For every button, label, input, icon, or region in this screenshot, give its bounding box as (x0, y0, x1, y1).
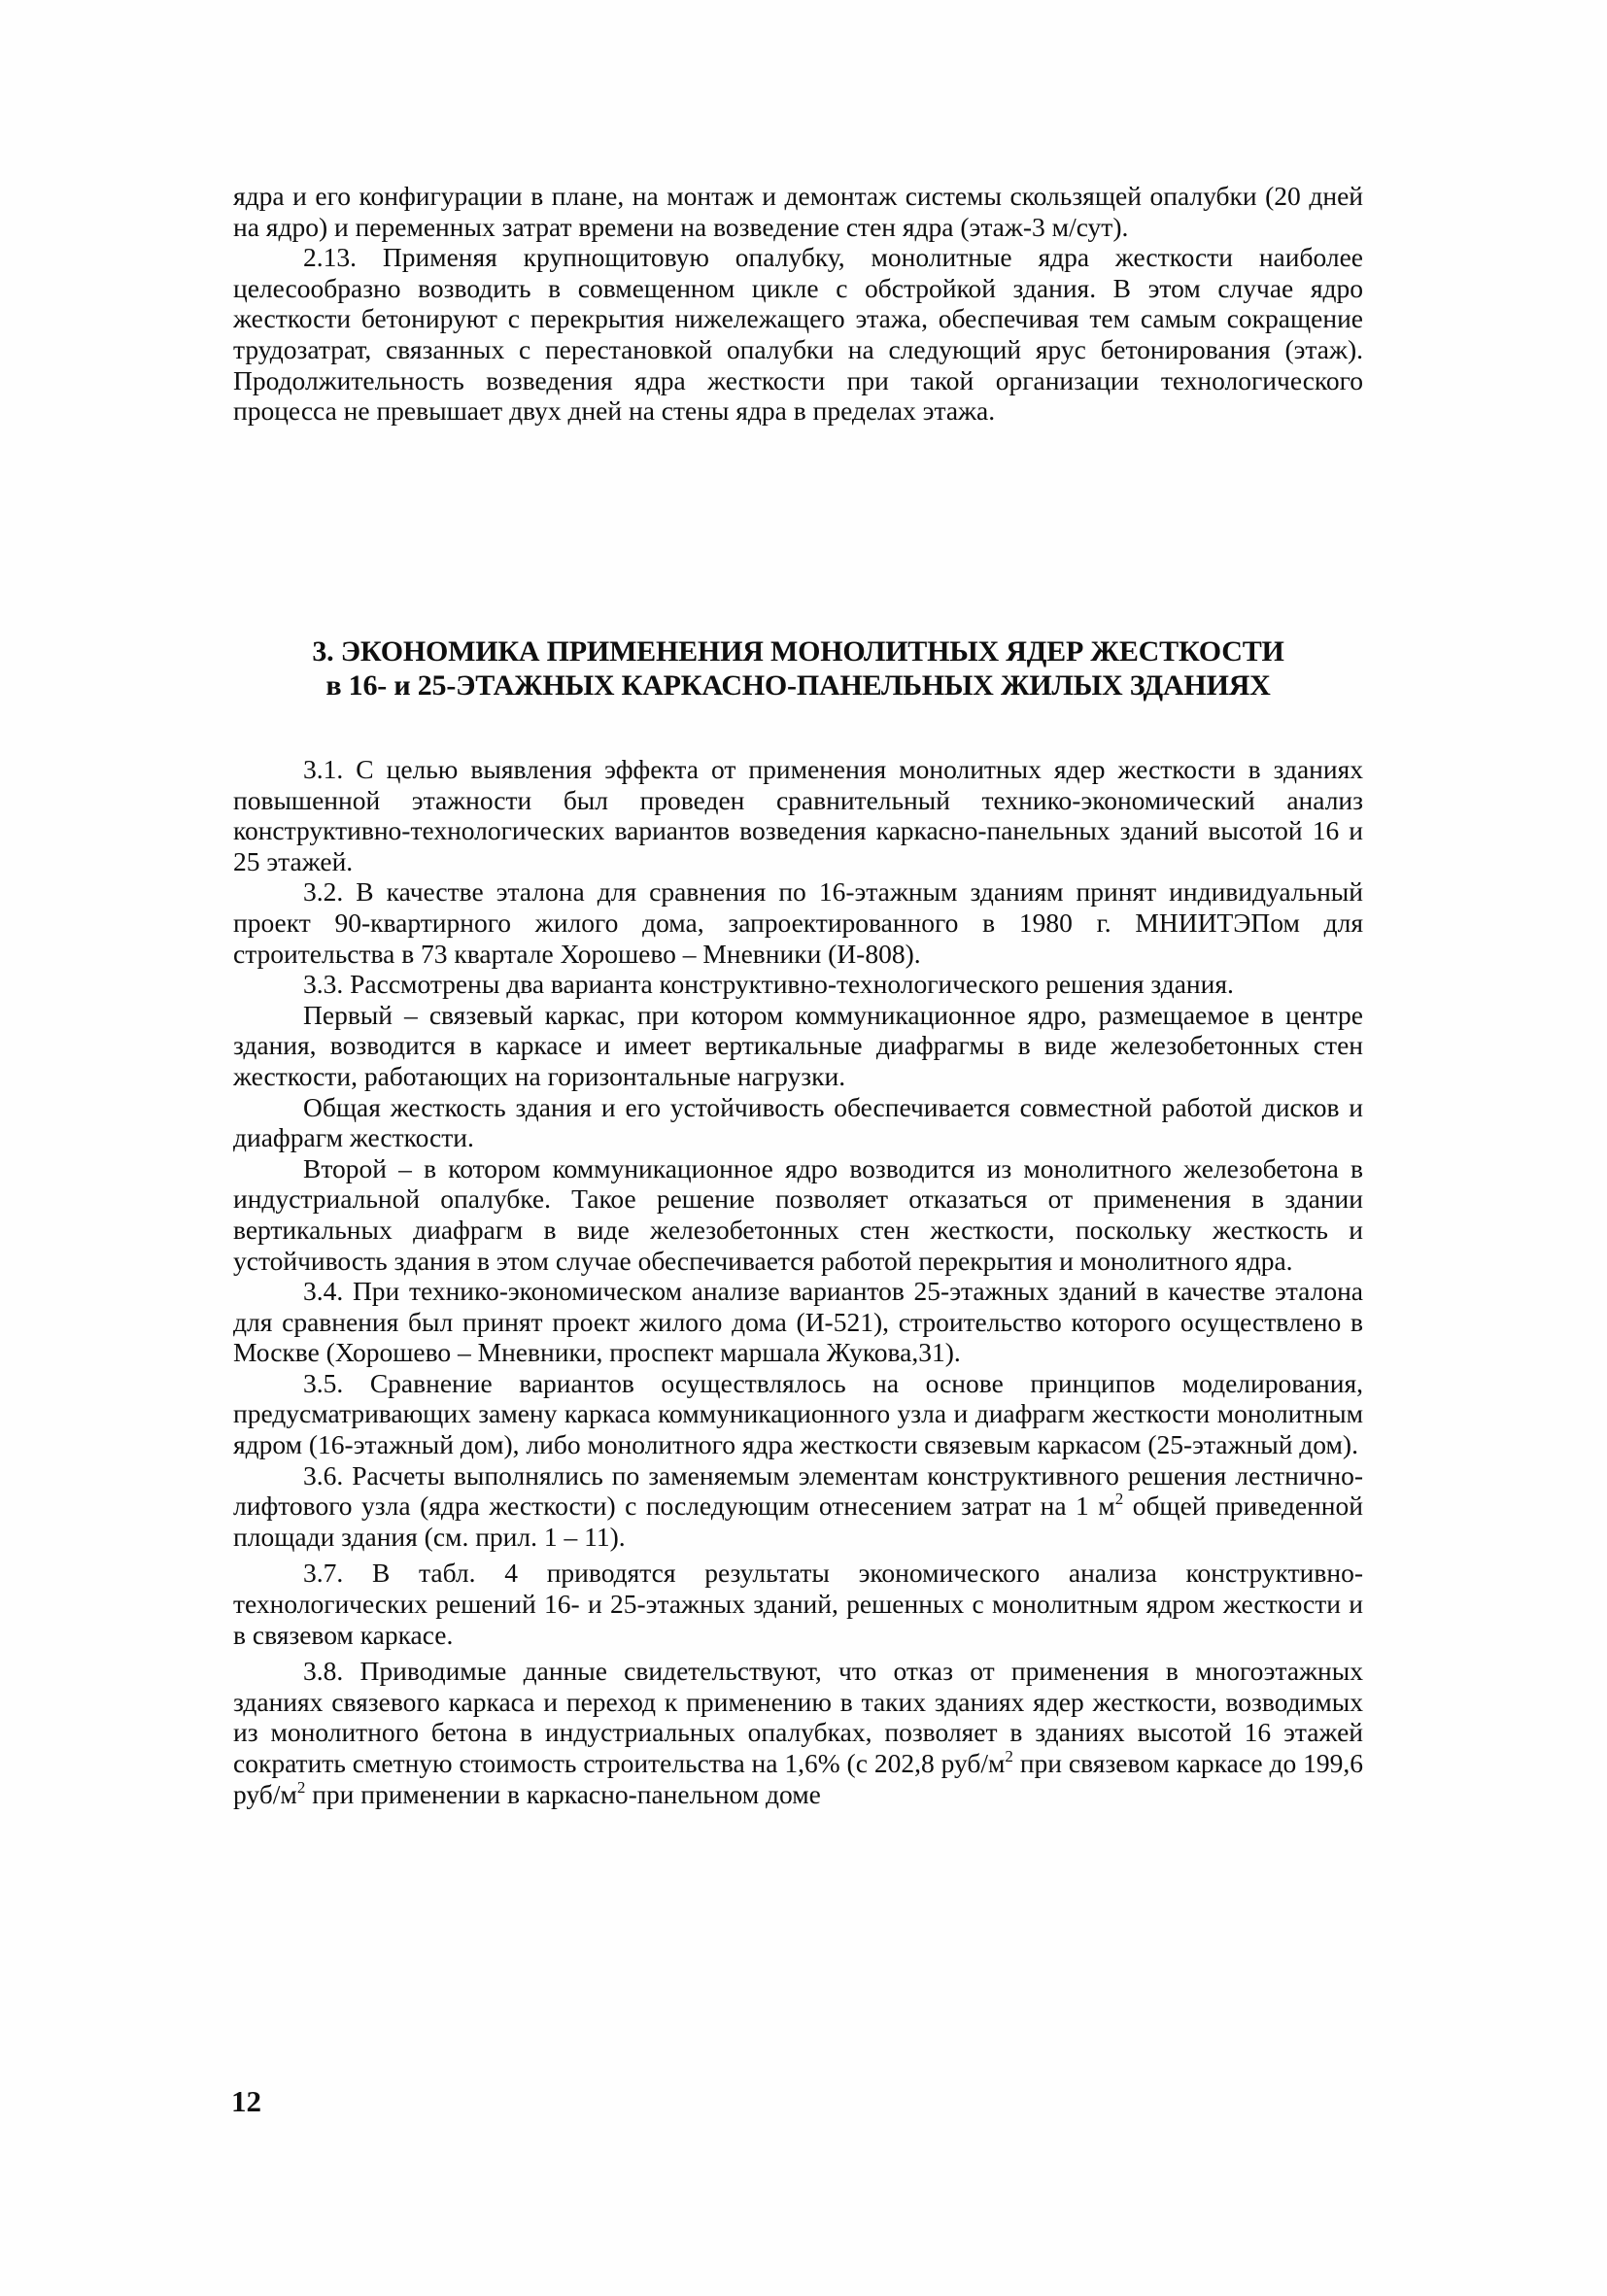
paragraph-3-8-text-end: при применении в каркасно-панельном доме (305, 1778, 821, 1809)
paragraph-3-8 (233, 1656, 1363, 1809)
section-heading (233, 634, 1363, 703)
paragraph-3-4: 3.4. При технико-экономическом анализе вариантов 25-этажных зданий в качестве эталона для сравнения был принят проект жилого дома (И-521), строительство которого осуществлено в Москве (Хорошево – Мневники, проспект маршала Жукова,31). (233, 1276, 1363, 1368)
paragraph-3-7: 3.7. В табл. 4 приводятся результаты экономического анализа конструктивно-технологических решений 16- и 25-этажных зданий, решенных с монолитным ядром жесткости и в связевом каркасе. (233, 1558, 1363, 1650)
paragraph-3-6-text-end: общей приведенной площади здания (см. прил. 1 – 11). (233, 1491, 1363, 1552)
paragraph-second-variant: Второй – в котором коммуникационное ядро возводится из монолитного железобетона в индустриальной опалубке. Такое решение позволяет отказаться от применения в здании вертикальных диафрагм в виде железобетонных стен жесткости, поскольку жесткость и устойчивость здания в этом случае обеспечивается работой перекрытия и монолитного ядра. (233, 1152, 1363, 1276)
paragraph-3-6-text: 3.6. Расчеты выполнялись по заменяемым элементам конструктивного решения лестнично-лифтового узла (ядра жесткости) с последующим отнесением затрат на 1 м (233, 1459, 1363, 1522)
section-heading-line-2: в 16- и 25-ЭТАЖНЫХ КАРКАСНО-ПАНЕЛЬНЫХ ЖИЛЫХ ЗДАНИЯХ (325, 669, 1271, 702)
paragraph-continuation: ядра и его конфигурации в плане, на монтаж и демонтаж системы скользящей опалубки (20 дней на ядро) и переменных затрат времени на возведение стен ядра (этаж-3 м/сут). (233, 181, 1363, 242)
superscript-square: 2 (296, 1777, 306, 1797)
paragraph-3-6 (233, 1460, 1363, 1553)
paragraph-first-variant: Первый – связевый каркас, при котором коммуникационное ядро, размещаемое в центре здания, возводится в каркасе и имеет вертикальные диафрагмы в виде железобетонных стен жесткости, работающих на горизонтальные нагрузки. (233, 999, 1363, 1091)
paragraph-2-13: 2.13. Применяя крупнощитовую опалубку, монолитные ядра жесткости наиболее целесообразно возводить в совмещенном цикле с обстройкой здания. В этом случае ядро жесткости бетонируют с перекрытия нижележащего этажа, обеспечивая тем самым сокращение трудозатрат, связанных с перестановкой опалубки на следующий ярус бетонирования (этаж). Продолжительность возведения ядра жесткости при такой организации технологического процесса не превышает двух дней на стены ядра в пределах этажа. (233, 242, 1363, 427)
page-number: 12 (231, 2084, 261, 2118)
section-3-body (233, 754, 1363, 1809)
paragraph-3-1: 3.1. С целью выявления эффекта от применения монолитных ядер жесткости в зданиях повышенной этажности был проведен сравнительный технико-экономический анализ конструктивно-технологических вариантов возведения каркасно-панельных зданий высотой 16 и 25 этажей. (233, 754, 1363, 876)
paragraph-3-5: 3.5. Сравнение вариантов осуществлялось на основе принципов моделирования, предусматривающих замену каркаса коммуникационного узла и диафрагм жесткости монолитным ядром (16-этажный дом), либо монолитного ядра жесткости связевым каркасом (25-этажный дом). (233, 1367, 1363, 1460)
paragraph-3-2: 3.2. В качестве эталона для сравнения по 16-этажным зданиям принят индивидуальный проект 90-квартирного жилого дома, запроектированного в 1980 г. МНИИТЭПом для строительства в 73 квартале Хорошево – Мневники (И-808). (233, 876, 1363, 969)
paragraph-3-8-text-middle: при связевом каркасе до 199,6 руб/м (233, 1748, 1363, 1809)
continued-text-section (233, 181, 1363, 427)
superscript-square: 2 (1114, 1490, 1124, 1509)
paragraph-3-8-text: 3.8. Приводимые данные свидетельствуют, что отказ от применения в многоэтажных зданиях связевого каркаса и переход к применению в таких зданиях ядер жесткости, возводимых из монолитного бетона в индустриальных опалубках, позволяет в зданиях высотой 16 этажей сократить сметную стоимость строительства на 1,6% (с 202,8 руб/м (233, 1656, 1363, 1778)
paragraph-overall-stiffness: Общая жесткость здания и его устойчивость обеспечивается совместной работой дисков и диафрагм жесткости. (233, 1091, 1363, 1153)
paragraph-3-3: 3.3. Рассмотрены два варианта конструктивно-технологического решения здания. (303, 969, 1234, 1000)
section-heading-line-1: 3. ЭКОНОМИКА ПРИМЕНЕНИЯ МОНОЛИТНЫХ ЯДЕР ЖЕСТКОСТИ (312, 635, 1284, 668)
superscript-square: 2 (1005, 1747, 1013, 1765)
